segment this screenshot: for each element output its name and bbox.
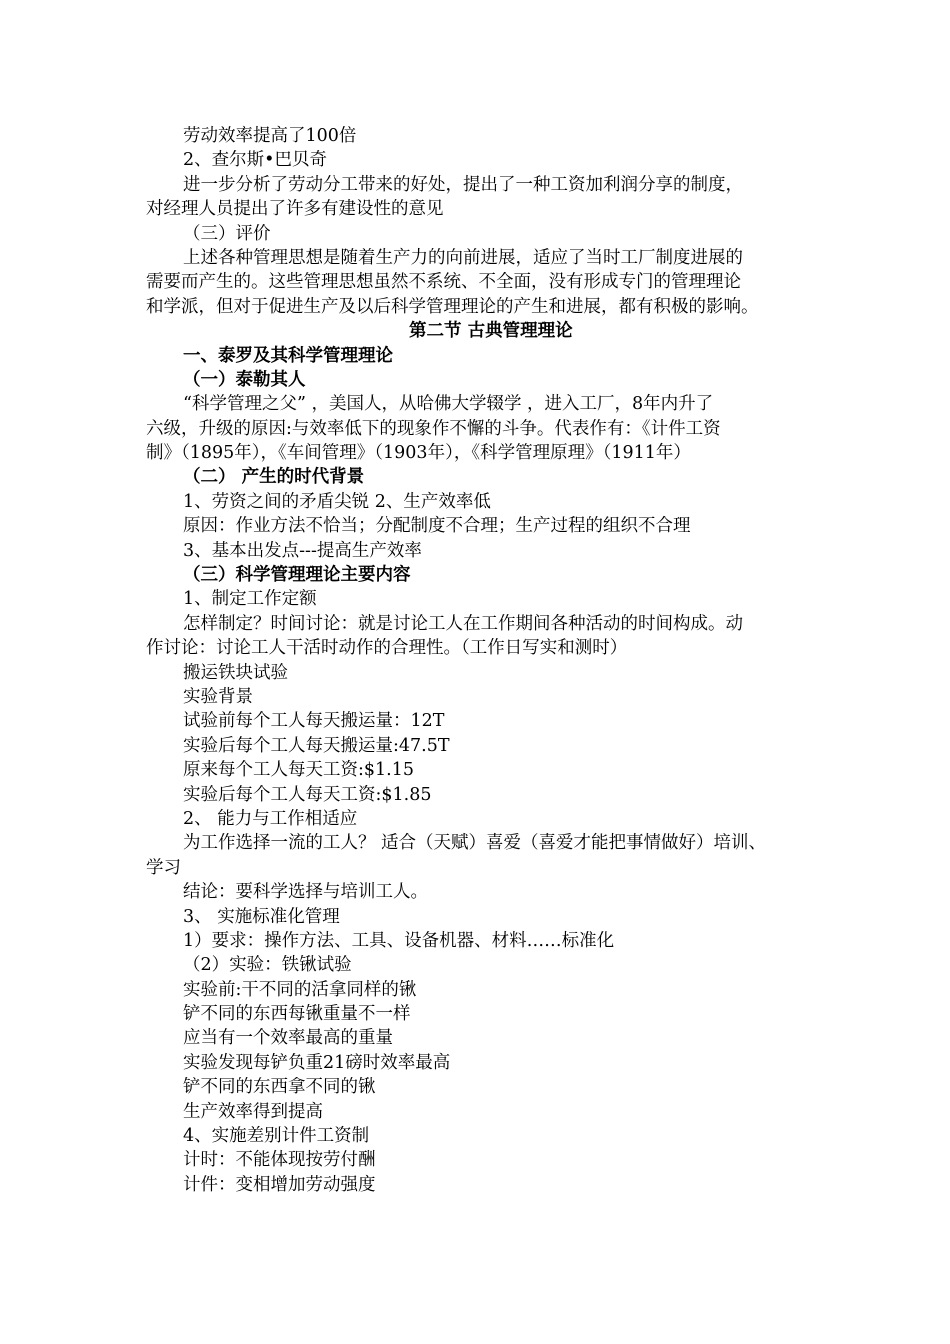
text-line: 和学派，但对于促进生产及以后科学管理理论的产生和进展，都有积极的影响。 [146,296,759,317]
section-heading: 一、泰罗及其科学管理理论 [183,345,393,366]
text-line: 生产效率得到提高 [183,1101,323,1122]
text-line: 原来每个工人每天工资:$1.15 [183,760,414,781]
text-line: 劳动效率提高了100倍 [183,126,357,146]
text-line: 结论：要科学选择与培训工人。 [183,882,428,903]
text-line: 实验后每个工人每天搬运量:47.5T [183,735,450,756]
chapter-heading: 第二节 古典管理理论 [409,321,573,342]
text-line: 学习 [146,857,181,878]
text-line: “科学管理之父” ，美国人，从哈佛大学辍学 ，进入工厂，8年内升了 [183,394,714,415]
text-line: 试验前每个工人每天搬运量：12T [183,711,445,732]
text-line: 1）要求：操作方法、工具、设备机器、材料……标准化 [183,930,615,951]
subsection-heading: （一）泰勒其人 [183,369,306,390]
text-line: 1、制定工作定额 [183,589,317,610]
text-line: 4、实施差别计件工资制 [183,1126,370,1147]
text-line: 搬运铁块试验 [183,662,288,683]
text-line: 3、基本出发点---提高生产效率 [183,540,422,561]
text-line: 为工作选择一流的工人？ 适合（天赋）喜爱（喜爱才能把事情做好）培训、 [183,833,767,854]
text-line: 作讨论：讨论工人干活时动作的合理性。（工作日写实和测时） [146,638,628,659]
text-line: 实验发现每铲负重21磅时效率最高 [183,1052,451,1073]
text-line: 铲不同的东西每锹重量不一样 [183,1004,411,1025]
text-line: 2、 能力与工作相适应 [183,808,358,829]
text-line: 铲不同的东西拿不同的锹 [183,1077,376,1098]
text-line: 计件：变相增加劳动强度 [183,1174,376,1195]
text-line: 2、查尔斯•巴贝奇 [183,150,327,171]
document-body [0,124,950,1197]
text-line: 计时：不能体现按劳付酬 [183,1150,376,1171]
text-line: 原因：作业方法不恰当；分配制度不合理；生产过程的组织不合理 [183,516,691,537]
text-line: 上述各种管理思想是随着生产力的向前进展，适应了当时工厂制度进展的 [183,247,743,268]
text-line: 实验前:干不同的活拿同样的锹 [183,979,417,1000]
text-line: 怎样制定？时间讨论：就是讨论工人在工作期间各种活动的时间构成。动 [183,613,743,634]
text-line: 进一步分析了劳动分工带来的好处，提出了一种工资加利润分享的制度， [183,174,743,195]
text-line: 需要而产生的。这些管理思想虽然不系统、不全面，没有形成专门的管理理论 [146,272,741,293]
subsection-heading: （三）科学管理理论主要内容 [183,565,411,586]
text-line: 制》（1895年），《车间管理》（1903年），《科学管理原理》（1911年） [146,443,691,464]
subsection-heading: （二） 产生的时代背景 [183,467,365,488]
text-line: 对经理人员提出了许多有建设性的意见 [146,199,444,220]
text-line: 实验背景 [183,686,253,707]
section-heading: （三）评价 [183,223,271,244]
text-line: 实验后每个工人每天工资:$1.85 [183,784,432,805]
text-line: （2）实验：铁锹试验 [183,955,352,976]
text-line: 3、 实施标准化管理 [183,906,340,927]
text-line: 应当有一个效率最高的重量 [183,1028,393,1049]
text-line: 六级，升级的原因:与效率低下的现象作不懈的斗争。代表作有：《计件工资 [146,418,721,439]
text-line: 1、劳资之间的矛盾尖锐 2、生产效率低 [183,491,491,512]
